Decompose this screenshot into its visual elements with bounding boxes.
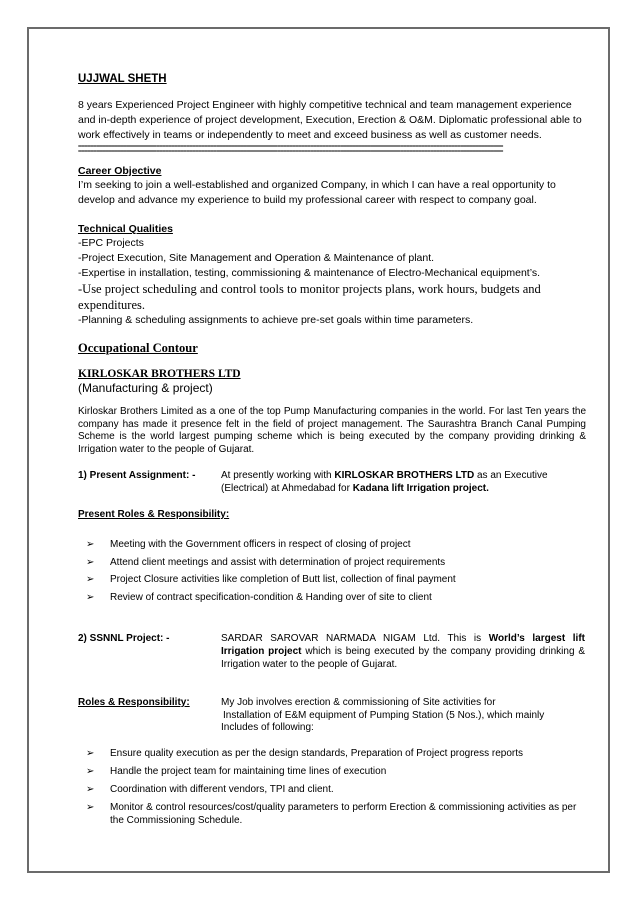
company-name: KIRLOSKAR BROTHERS LTD — [78, 368, 241, 380]
list-item: ➢ Monitor & control resources/cost/quality parameters to perform Erection & commissioning activities as per the Commissioning Schedule. — [86, 801, 577, 826]
present-roles-list — [86, 536, 586, 606]
technical-item: -Use project scheduling and control tools to monitor projects plans, work hours, budgets and expenditures. — [78, 282, 541, 312]
list-item: ➢ Ensure quality execution as per the design standards, Preparation of Project progress reports — [86, 747, 524, 759]
technical-item: -Expertise in installation, testing, commissioning & maintenance of Electro-Mechanical equipment’s. — [78, 267, 541, 279]
separator-line: ============================================================================================================================================= ============================================================================================================================================= — [78, 144, 503, 154]
assignment-1-text: At presently working with KIRLOSKAR BROTHERS LTD as an Executive (Electrical) at Ahmedabad for Kadana lift Irrigation project. — [221, 470, 548, 494]
technical-qualities-heading: Technical Qualities — [78, 223, 173, 235]
roles-intro: My Job involves erection & commissioning of Site activities for Installation of E&M equipment of Pumping Station (5 Nos.), which mainly Includes of following: — [221, 697, 545, 733]
career-objective-section — [78, 164, 586, 208]
arrow-bullet-icon: ➢ — [86, 765, 95, 777]
technical-item: -Planning & scheduling assignments to achieve pre-set goals within time parameters. — [78, 314, 474, 326]
assignment-1 — [78, 469, 586, 495]
arrow-bullet-icon: ➢ — [86, 591, 95, 603]
list-item: ➢ Meeting with the Government officers in respect of closing of project — [86, 536, 586, 554]
arrow-bullet-icon: ➢ — [86, 783, 95, 795]
arrow-bullet-icon: ➢ — [86, 747, 95, 759]
career-objective-text: I’m seeking to join a well-established and organized Company, in which I can have a real opportunity to develop and advance my experience to build my professional career with respect to company goal. — [78, 179, 556, 206]
technical-qualities-section — [78, 222, 586, 328]
assignment-2-text: SARDAR SAROVAR NARMADA NIGAM Ltd. This is World’s largest lift Irrigation project which is being executed by the company providing drinking & Irrigation water to the people of Gujarat. — [221, 633, 586, 670]
technical-item: -EPC Projects — [78, 237, 144, 249]
roles-responsibility — [78, 697, 586, 735]
resume-content — [78, 72, 586, 827]
list-item: ➢ Coordination with different vendors, TPI and client. — [86, 783, 334, 795]
arrow-bullet-icon: ➢ — [86, 539, 95, 550]
list-item: ➢ Project Closure activities like completion of Butt list, collection of final payment — [86, 571, 586, 589]
arrow-bullet-icon: ➢ — [86, 801, 95, 813]
present-roles-heading: Present Roles & Responsibility: — [78, 509, 230, 520]
arrow-bullet-icon: ➢ — [86, 556, 95, 568]
arrow-bullet-icon: ➢ — [86, 574, 95, 585]
technical-item: -Project Execution, Site Management and Operation & Maintenance of plant. — [78, 252, 435, 264]
assignment-2-label: 2) SSNNL Project: - — [78, 633, 170, 644]
career-objective-heading: Career Objective — [78, 165, 162, 177]
candidate-name: UJJWAL SHETH — [78, 73, 167, 85]
ssnnl-roles-list — [86, 747, 586, 827]
list-item: ➢ Review of contract specification-condition & Handing over of site to client — [86, 589, 586, 607]
list-item: ➢ Attend client meetings and assist with determination of project requirements — [86, 554, 586, 572]
company-subtitle: (Manufacturing & project) — [78, 381, 213, 395]
occupational-heading: Occupational Contour — [78, 341, 198, 355]
profile-summary: 8 years Experienced Project Engineer with highly competitive technical and team management experience and in-depth experience of project development, Execution, Erection & O&M. Diplomatic professional able to work effectively in teams or independently to meet and exceed business as well as customer needs. — [78, 99, 582, 141]
assignment-1-label: 1) Present Assignment: - — [78, 470, 196, 481]
assignment-2 — [78, 632, 586, 671]
occupational-section — [78, 341, 586, 456]
company-description: Kirloskar Brothers Limited as a one of the top Pump Manufacturing companies in the world. For last Ten years the company has made it presence felt in the field of project management. The Saurashtra Branch Canal Pumping Scheme is the world largest pumping scheme which is being executed by the company providing drinking & Irrigation water to the people of Gujarat. — [78, 406, 586, 455]
roles-label: Roles & Responsibility: — [78, 697, 190, 708]
list-item: ➢ Handle the project team for maintaining time lines of execution — [86, 765, 387, 777]
